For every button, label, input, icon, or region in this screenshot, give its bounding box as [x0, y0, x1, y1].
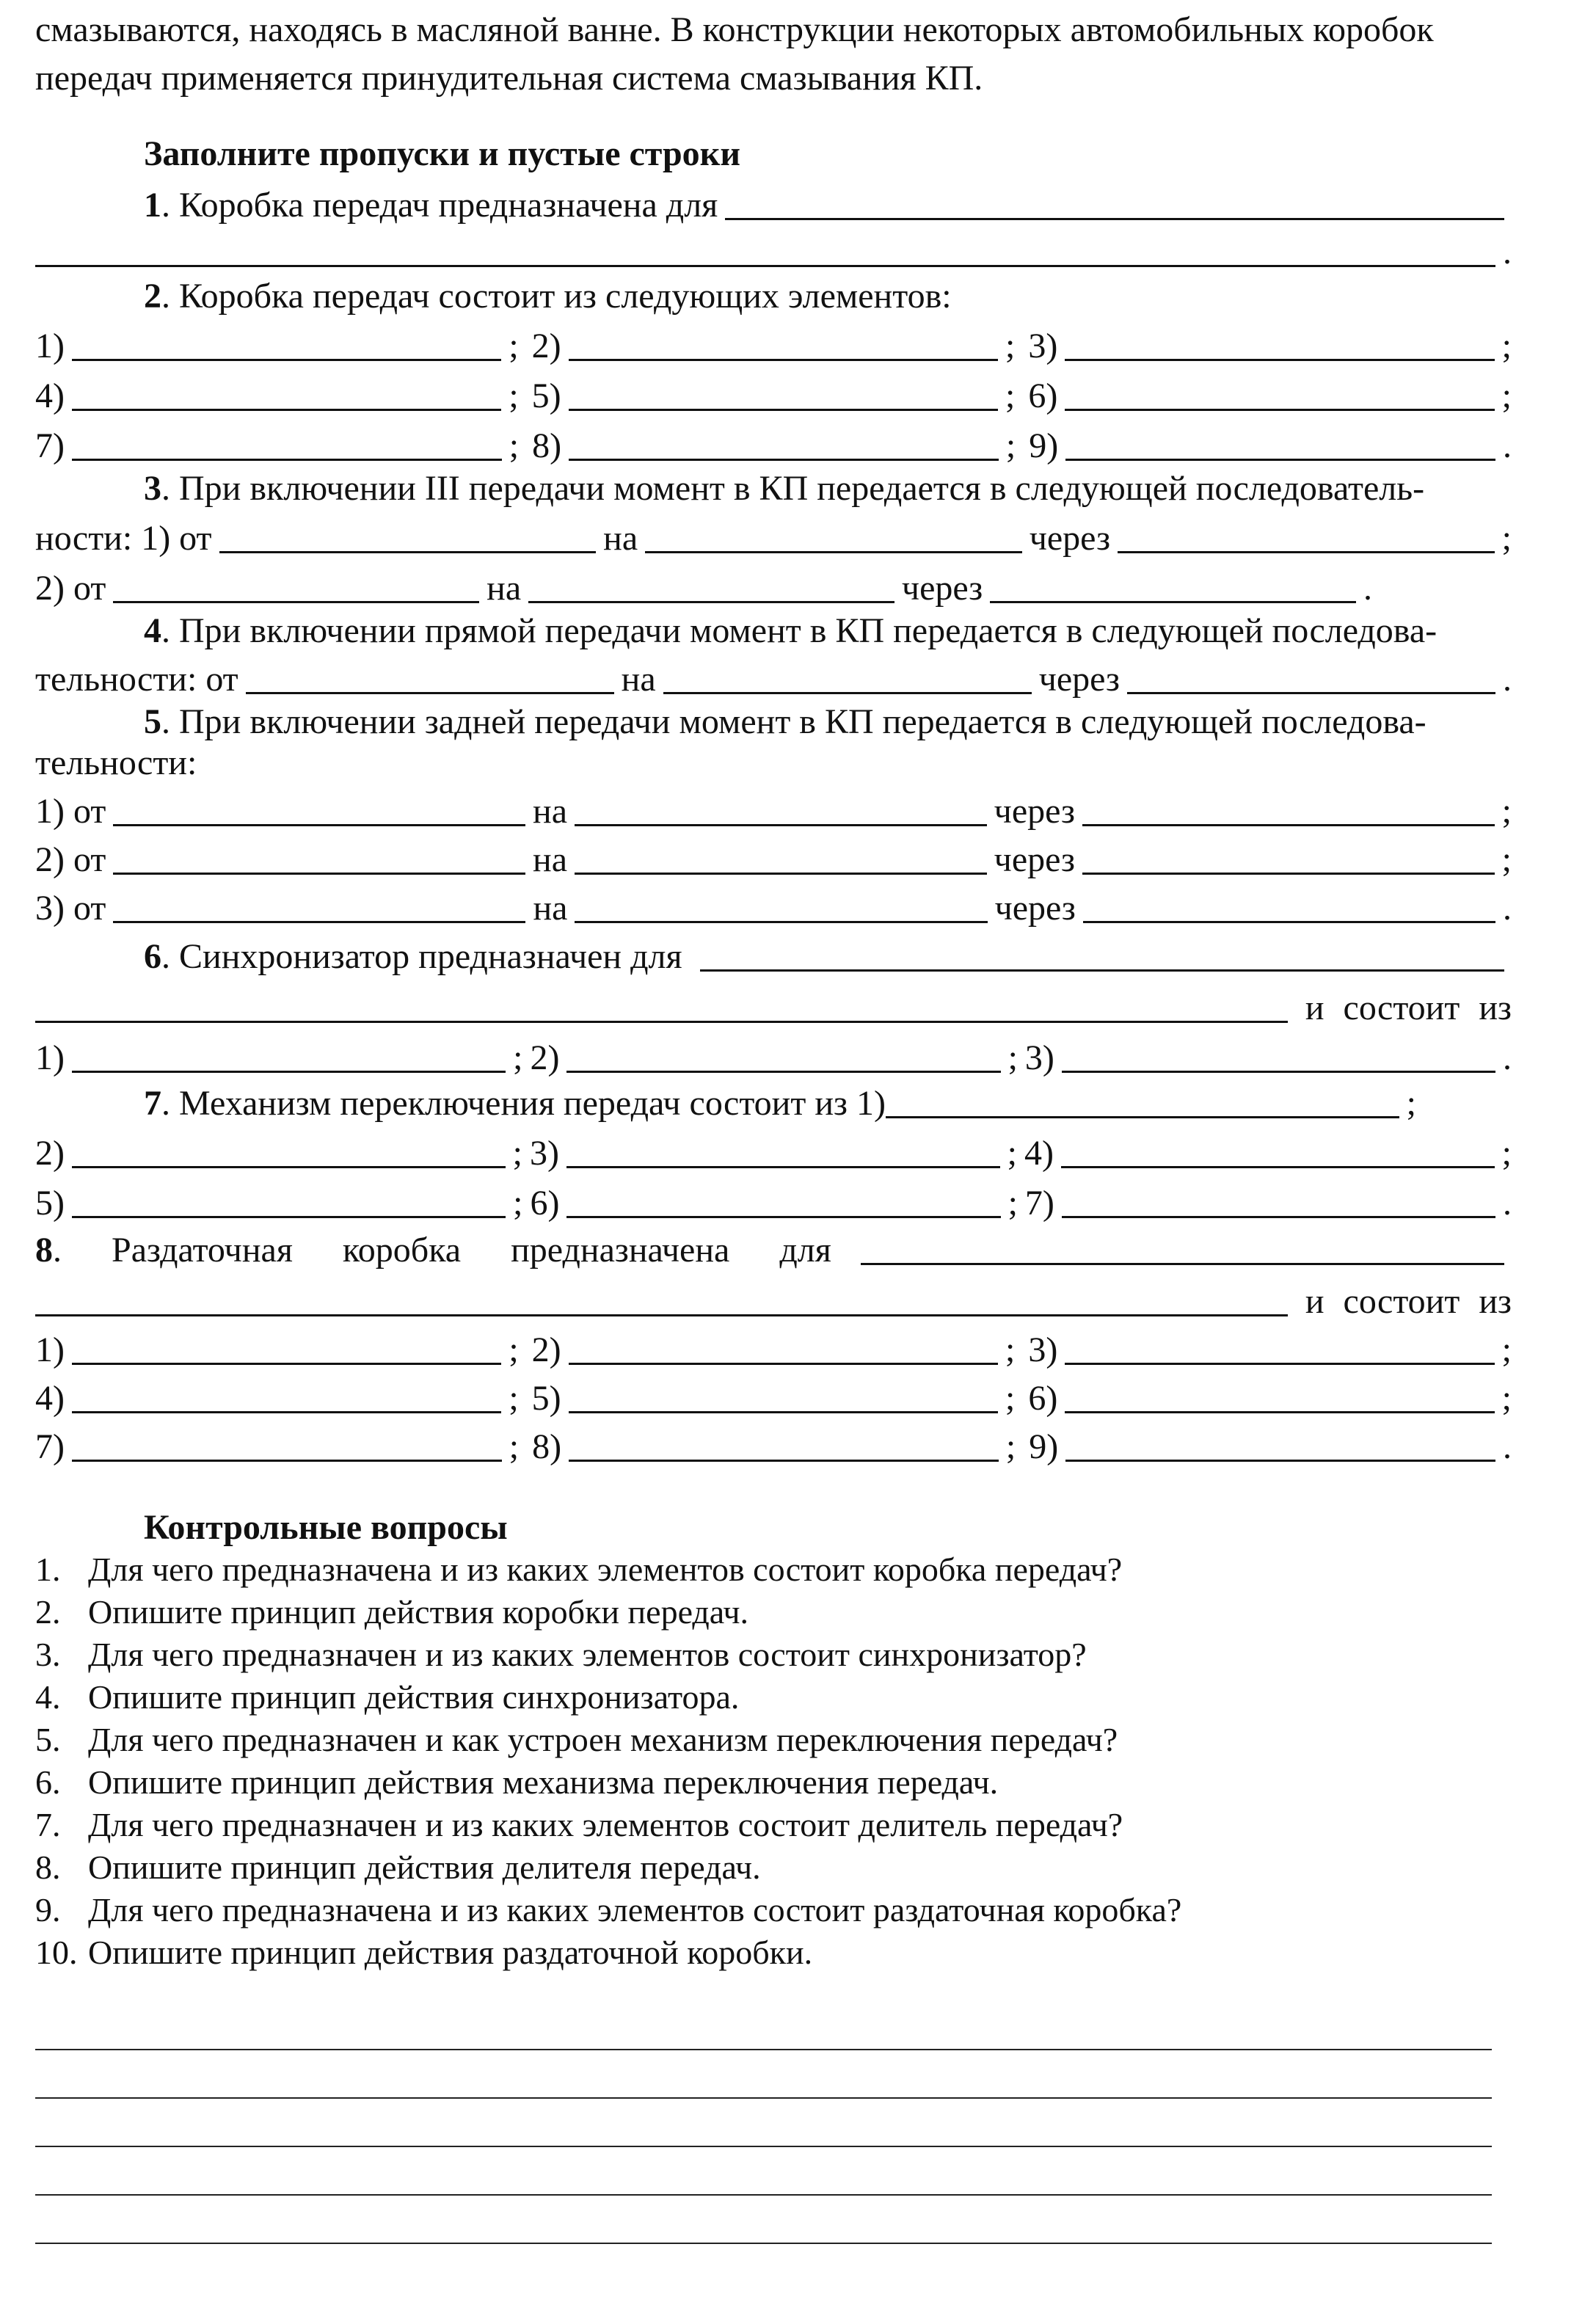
blank-field[interactable]	[569, 1332, 998, 1365]
fill-heading: Заполните пропуски и пустые строки	[144, 134, 740, 173]
semicolon: ;	[1007, 1134, 1017, 1173]
question-item	[35, 1591, 748, 1633]
question-text: Опишите принцип действия делителя передач.	[88, 1848, 761, 1886]
blank-field[interactable]	[72, 1429, 502, 1462]
semicolon: ;	[1007, 1184, 1018, 1223]
word-via: через	[994, 792, 1075, 831]
blank-field[interactable]	[725, 187, 1504, 220]
label-5: 5)	[531, 1379, 561, 1418]
answer-line[interactable]	[35, 2049, 1492, 2050]
label-7: 7)	[1024, 1184, 1054, 1223]
item-6-text: . Синхронизатор предназначен для	[161, 937, 682, 976]
label-3: 3)	[1028, 1330, 1058, 1369]
semicolon: ;	[1501, 1134, 1512, 1173]
word-via: через	[1029, 519, 1111, 558]
item-8-list-row-1	[35, 1322, 1512, 1372]
label-7: 7)	[35, 426, 65, 465]
item-2-text: . Коробка передач состоит из следующих элементов:	[161, 277, 952, 316]
blank-field[interactable]	[1127, 661, 1495, 694]
item-8-list-row-2	[35, 1371, 1512, 1421]
blank-field[interactable]	[569, 378, 998, 411]
item-8-list-row-3	[35, 1419, 1512, 1469]
blank-field[interactable]	[113, 842, 525, 875]
label-9: 9)	[1029, 1427, 1059, 1466]
item-1-number: 1	[144, 186, 161, 225]
word-on: на	[533, 840, 567, 879]
word-via: через	[1038, 660, 1120, 699]
blank-field[interactable]	[1082, 793, 1495, 826]
semicolon: ;	[1005, 426, 1016, 465]
answer-line[interactable]	[35, 2097, 1492, 2099]
question-number: 1.	[35, 1551, 61, 1588]
question-text: Для чего предназначен и из каких элементов состоит синхронизатор?	[88, 1636, 1087, 1673]
blank-field[interactable]	[1065, 428, 1495, 461]
blank-field[interactable]	[566, 1040, 1000, 1073]
semicolon: ;	[509, 1427, 520, 1466]
label-4: 4)	[35, 1379, 65, 1418]
answer-line[interactable]	[35, 2194, 1492, 2196]
blank-field[interactable]	[566, 1135, 1000, 1168]
answer-line[interactable]	[35, 2243, 1492, 2244]
semicolon: ;	[1501, 376, 1512, 415]
item-4-number: 4	[144, 611, 161, 650]
label-7: 7)	[35, 1427, 65, 1466]
answer-line[interactable]	[35, 2146, 1492, 2147]
word-via: через	[994, 889, 1076, 928]
semicolon: ;	[509, 376, 519, 415]
item-8-number: 8	[35, 1231, 53, 1270]
item-7-row-2	[35, 1126, 1512, 1176]
period: .	[1503, 660, 1512, 699]
intro-line-2: передач применяется принудительная система смазывания КП.	[35, 59, 983, 98]
item-7-row-3	[35, 1176, 1512, 1225]
semicolon: ;	[1005, 327, 1016, 365]
question-text: Опишите принцип действия механизма переключения передач.	[88, 1763, 999, 1801]
question-text: Для чего предназначена и из каких элементов состоит коробка передач?	[88, 1551, 1123, 1588]
blank-field[interactable]	[1083, 890, 1495, 923]
semicolon: ;	[509, 1379, 519, 1418]
item-5-row-2	[35, 735, 1512, 785]
blank-field[interactable]	[569, 428, 999, 461]
intro-line-1: смазываются, находясь в масляной ванне. В конструкции некоторых автомобильных коробок	[35, 10, 1434, 49]
item-4-row-1	[35, 603, 1512, 653]
question-item	[35, 1676, 739, 1719]
blank-field[interactable]	[990, 570, 1356, 603]
item-1-text: . Коробка передач предназначена для	[161, 186, 718, 225]
question-number: 6.	[35, 1763, 61, 1801]
question-number: 9.	[35, 1891, 61, 1928]
item-2-row	[35, 269, 1512, 318]
label-4: 4)	[1024, 1134, 1054, 1173]
blank-field[interactable]	[113, 793, 525, 826]
question-number: 7.	[35, 1806, 61, 1843]
semicolon: ;	[1005, 1379, 1016, 1418]
question-number: 10.	[35, 1934, 78, 1971]
item-8-row-2	[35, 1274, 1512, 1324]
question-number: 3.	[35, 1636, 61, 1673]
blank-field[interactable]	[1065, 1380, 1494, 1413]
blank-field[interactable]	[72, 1332, 501, 1365]
blank-field[interactable]	[1065, 1429, 1495, 1462]
blank-field[interactable]	[575, 842, 987, 875]
item-6-row-3	[35, 1030, 1512, 1080]
item-2-list-row-2	[35, 368, 1512, 418]
item-7-row-1	[35, 1076, 1512, 1126]
blank-field[interactable]	[72, 328, 501, 361]
semicolon: ;	[1005, 1330, 1016, 1369]
blank-field[interactable]	[566, 1185, 1000, 1218]
blank-field[interactable]	[1062, 1185, 1495, 1218]
blank-field[interactable]	[700, 939, 1504, 972]
blank-field[interactable]	[72, 1135, 506, 1168]
question-text: Для чего предназначен и как устроен механизм переключения передач?	[88, 1721, 1118, 1758]
label-2: 2)	[35, 1134, 65, 1173]
blank-field[interactable]	[72, 428, 502, 461]
semicolon: ;	[1501, 327, 1512, 365]
semicolon: ;	[1501, 1330, 1512, 1369]
blank-field[interactable]	[72, 1380, 501, 1413]
item-2-list-row-1	[35, 318, 1512, 368]
blank-field[interactable]	[575, 890, 987, 923]
blank-field[interactable]	[575, 793, 987, 826]
question-item	[35, 1846, 761, 1889]
semicolon: ;	[512, 1134, 522, 1173]
item-1-row	[35, 178, 1512, 227]
item-4-text: . При включении прямой передачи момент в КП передается в следующей последова-	[161, 611, 1438, 650]
blank-field[interactable]	[569, 1380, 998, 1413]
blank-field[interactable]	[528, 570, 894, 603]
item-7-number: 7	[144, 1084, 161, 1123]
word-on: на	[533, 792, 567, 831]
label-3: 3)	[530, 1134, 559, 1173]
label-9: 9)	[1029, 426, 1059, 465]
label-1: 1)	[35, 327, 65, 365]
item-7-text: . Механизм переключения передач состоит из 1)	[161, 1084, 886, 1123]
question-number: 4.	[35, 1678, 61, 1716]
word-on: на	[621, 660, 656, 699]
item-6-consists: и состоит из	[1305, 988, 1512, 1027]
item-4-from: тельности: от	[35, 660, 238, 699]
semicolon: ;	[1501, 519, 1512, 558]
item-6-row-1	[35, 929, 1512, 979]
item-5-number: 5	[144, 702, 161, 741]
semicolon: ;	[1501, 840, 1512, 879]
item-3-row-2	[35, 511, 1512, 561]
item-3-from-1: ности: 1) от	[35, 519, 212, 558]
item-5-from-3: 3) от	[35, 889, 106, 928]
period: .	[1502, 1427, 1512, 1466]
word-on: на	[533, 889, 568, 928]
intro-paragraph	[35, 6, 1512, 103]
blank-field[interactable]	[569, 328, 998, 361]
word-on: на	[487, 569, 522, 608]
blank-field[interactable]	[219, 520, 597, 553]
semicolon: ;	[1501, 1379, 1512, 1418]
item-5-row-4	[35, 832, 1512, 882]
period: .	[1503, 233, 1512, 272]
label-6: 6)	[1028, 376, 1058, 415]
question-text: Для чего предназначен и из каких элементов состоит делитель передач?	[88, 1806, 1123, 1843]
question-text: Для чего предназначена и из каких элементов состоит раздаточная коробка?	[88, 1891, 1182, 1928]
control-heading: Контрольные вопросы	[144, 1508, 508, 1547]
question-number: 2.	[35, 1593, 61, 1631]
semicolon: ;	[509, 1330, 519, 1369]
item-2-number: 2	[144, 277, 161, 316]
item-8-row-1	[35, 1223, 1512, 1272]
label-3: 3)	[1024, 1038, 1054, 1077]
item-3-row-1	[35, 461, 1512, 511]
item-8-consists: и состоит из	[1305, 1282, 1512, 1321]
blank-field[interactable]	[72, 378, 501, 411]
blank-field[interactable]	[35, 234, 1495, 267]
blank-field[interactable]	[72, 1040, 506, 1073]
item-5-row-3	[35, 784, 1512, 834]
blank-field[interactable]	[861, 1232, 1504, 1265]
semicolon: ;	[1007, 1038, 1018, 1077]
blank-field[interactable]	[246, 661, 614, 694]
blank-field[interactable]	[569, 1429, 999, 1462]
blank-field[interactable]	[1118, 520, 1495, 553]
question-item	[35, 1931, 812, 1974]
period: .	[1503, 889, 1512, 928]
blank-field[interactable]	[35, 1283, 1288, 1316]
blank-field[interactable]	[1062, 1040, 1495, 1073]
semicolon: ;	[509, 327, 519, 365]
blank-field[interactable]	[1065, 328, 1494, 361]
question-item	[35, 1719, 1118, 1761]
question-text: Опишите принцип действия коробки передач.	[88, 1593, 749, 1631]
question-text: Опишите принцип действия синхронизатора.	[88, 1678, 740, 1716]
blank-field[interactable]	[72, 1185, 506, 1218]
blank-field[interactable]	[1061, 1135, 1495, 1168]
question-item	[35, 1804, 1123, 1846]
semicolon: ;	[513, 1038, 523, 1077]
period: .	[1502, 426, 1512, 465]
semicolon: ;	[513, 1184, 523, 1223]
label-6: 6)	[1028, 1379, 1058, 1418]
item-5-row-5	[35, 881, 1512, 930]
label-6: 6)	[530, 1184, 560, 1223]
question-item	[35, 1548, 1122, 1591]
word-via: через	[901, 569, 983, 608]
semicolon: ;	[1501, 792, 1512, 831]
period: .	[1363, 569, 1373, 608]
semicolon: ;	[1406, 1084, 1416, 1123]
item-6-number: 6	[144, 937, 161, 976]
blank-field[interactable]	[663, 661, 1032, 694]
semicolon: ;	[1005, 376, 1016, 415]
label-8: 8)	[532, 1427, 562, 1466]
question-item	[35, 1633, 1087, 1676]
blank-field[interactable]	[113, 890, 525, 923]
blank-field[interactable]	[1065, 378, 1494, 411]
question-text: Опишите принцип действия раздаточной коробки.	[88, 1934, 813, 1971]
question-item	[35, 1761, 998, 1804]
item-6-row-2	[35, 980, 1512, 1030]
item-5-text: . При включении задней передачи момент в КП передается в следующей последова-	[161, 702, 1426, 741]
semicolon: ;	[1005, 1427, 1016, 1466]
blank-field[interactable]	[645, 520, 1022, 553]
item-5-from-2: 2) от	[35, 840, 106, 879]
period: .	[1503, 1184, 1512, 1223]
blank-field[interactable]	[35, 990, 1288, 1023]
item-1-row-2	[35, 225, 1512, 274]
blank-field[interactable]	[1082, 842, 1495, 875]
label-4: 4)	[35, 376, 65, 415]
question-number: 8.	[35, 1848, 61, 1886]
period: .	[1503, 1038, 1512, 1077]
label-5: 5)	[531, 376, 561, 415]
blank-field[interactable]	[1065, 1332, 1494, 1365]
word-on: на	[603, 519, 638, 558]
item-8-text: . Раздаточная коробка предназначена для	[53, 1231, 831, 1270]
item-3-from-2: 2) от	[35, 569, 106, 608]
item-5-text-2: тельности:	[35, 743, 197, 782]
blank-field[interactable]	[886, 1085, 1399, 1118]
item-3-text: . При включении III передачи момент в КП передается в следующей последователь-	[161, 469, 1425, 508]
word-via: через	[994, 840, 1075, 879]
label-5: 5)	[35, 1184, 65, 1223]
label-1: 1)	[35, 1330, 65, 1369]
item-3-number: 3	[144, 469, 161, 508]
item-5-from-1: 1) от	[35, 792, 106, 831]
label-2: 2)	[531, 327, 561, 365]
question-item	[35, 1889, 1181, 1931]
label-1: 1)	[35, 1038, 65, 1077]
label-2: 2)	[530, 1038, 560, 1077]
question-number: 5.	[35, 1721, 61, 1758]
label-3: 3)	[1028, 327, 1058, 365]
label-8: 8)	[532, 426, 562, 465]
blank-field[interactable]	[113, 570, 479, 603]
label-2: 2)	[531, 1330, 561, 1369]
semicolon: ;	[509, 426, 520, 465]
